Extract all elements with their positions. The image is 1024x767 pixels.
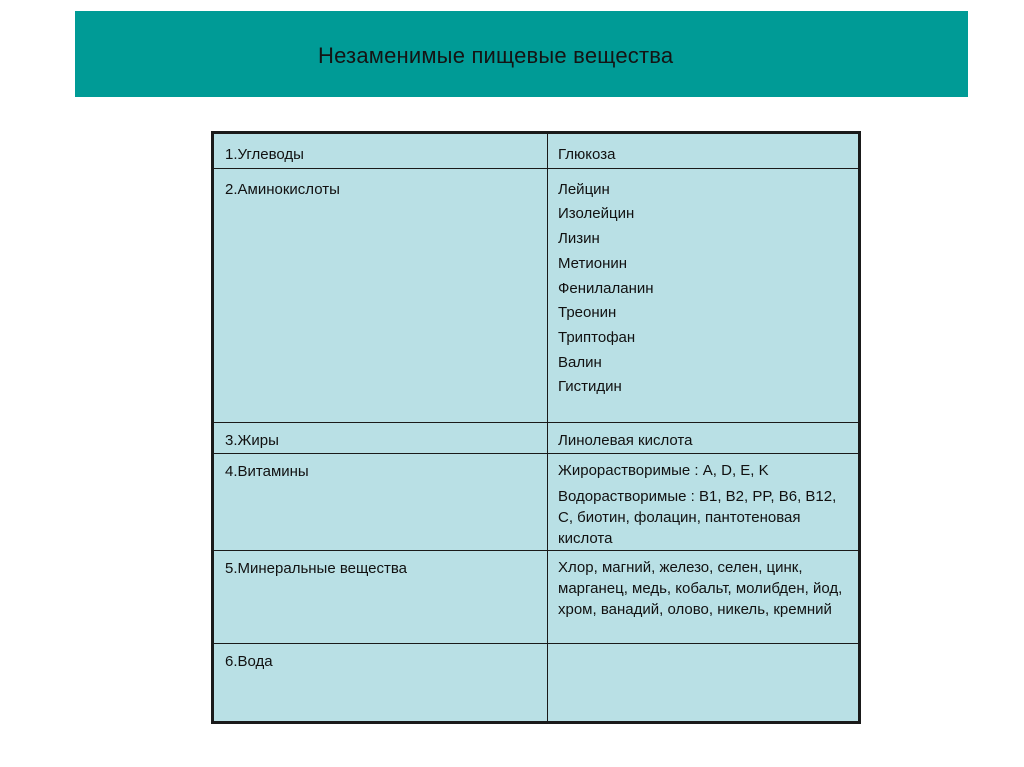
category-cell: [213, 422, 548, 454]
category-cell: [213, 168, 548, 422]
table-row: [213, 551, 860, 644]
table-row: [213, 422, 860, 454]
item-text: Глюкоза: [558, 146, 616, 163]
category-cell: [213, 644, 548, 723]
category-cell: [213, 551, 548, 644]
item-text: Водорастворимые : B1, B2, PP, B6, B12, C, биотин, фолацин, пантотеновая кислота: [558, 488, 837, 548]
item-text: Жирорастворимые : A, D, E, K: [558, 462, 769, 480]
category-label: 3.Жиры: [225, 431, 279, 449]
item-text: Треонин: [558, 304, 617, 322]
items-cell: [548, 133, 860, 169]
items-cell: [548, 168, 860, 422]
item-text: Триптофан: [558, 328, 636, 346]
slide-title: Незаменимые пищевые вещества: [318, 43, 674, 68]
category-label: 2.Аминокислоты: [225, 180, 340, 198]
table-row: [213, 133, 860, 169]
category-label: 4.Витамины: [225, 463, 309, 481]
items-cell: [548, 422, 860, 454]
category-cell: [213, 454, 548, 551]
category-label: 6.Вода: [225, 653, 273, 671]
items-cell: [548, 454, 860, 551]
item-text: Линолевая кислота: [558, 431, 693, 449]
items-cell: [548, 551, 860, 644]
category-cell: [213, 133, 548, 169]
table-row: [213, 168, 860, 422]
item-text: Лизин: [558, 230, 600, 248]
item-text: Хлор, магний, железо, селен, цинк, марганец, медь, кобальт, молибден, йод, хром, ванадий, олово, никель, кремний: [558, 559, 843, 619]
items-cell: [548, 644, 860, 723]
category-label: 5.Минеральные вещества: [225, 560, 408, 578]
item-text: Гистидин: [558, 378, 622, 396]
table-row: [213, 644, 860, 723]
nutrients-table: [211, 131, 861, 724]
item-text: Изолейцин: [558, 205, 635, 223]
table-row: [213, 454, 860, 551]
item-text: Фенилаланин: [558, 279, 654, 297]
item-text: Валин: [558, 353, 602, 371]
category-label: 1.Углеводы: [225, 146, 304, 163]
item-text: Метионин: [558, 254, 628, 272]
item-text: Лейцин: [558, 180, 610, 198]
